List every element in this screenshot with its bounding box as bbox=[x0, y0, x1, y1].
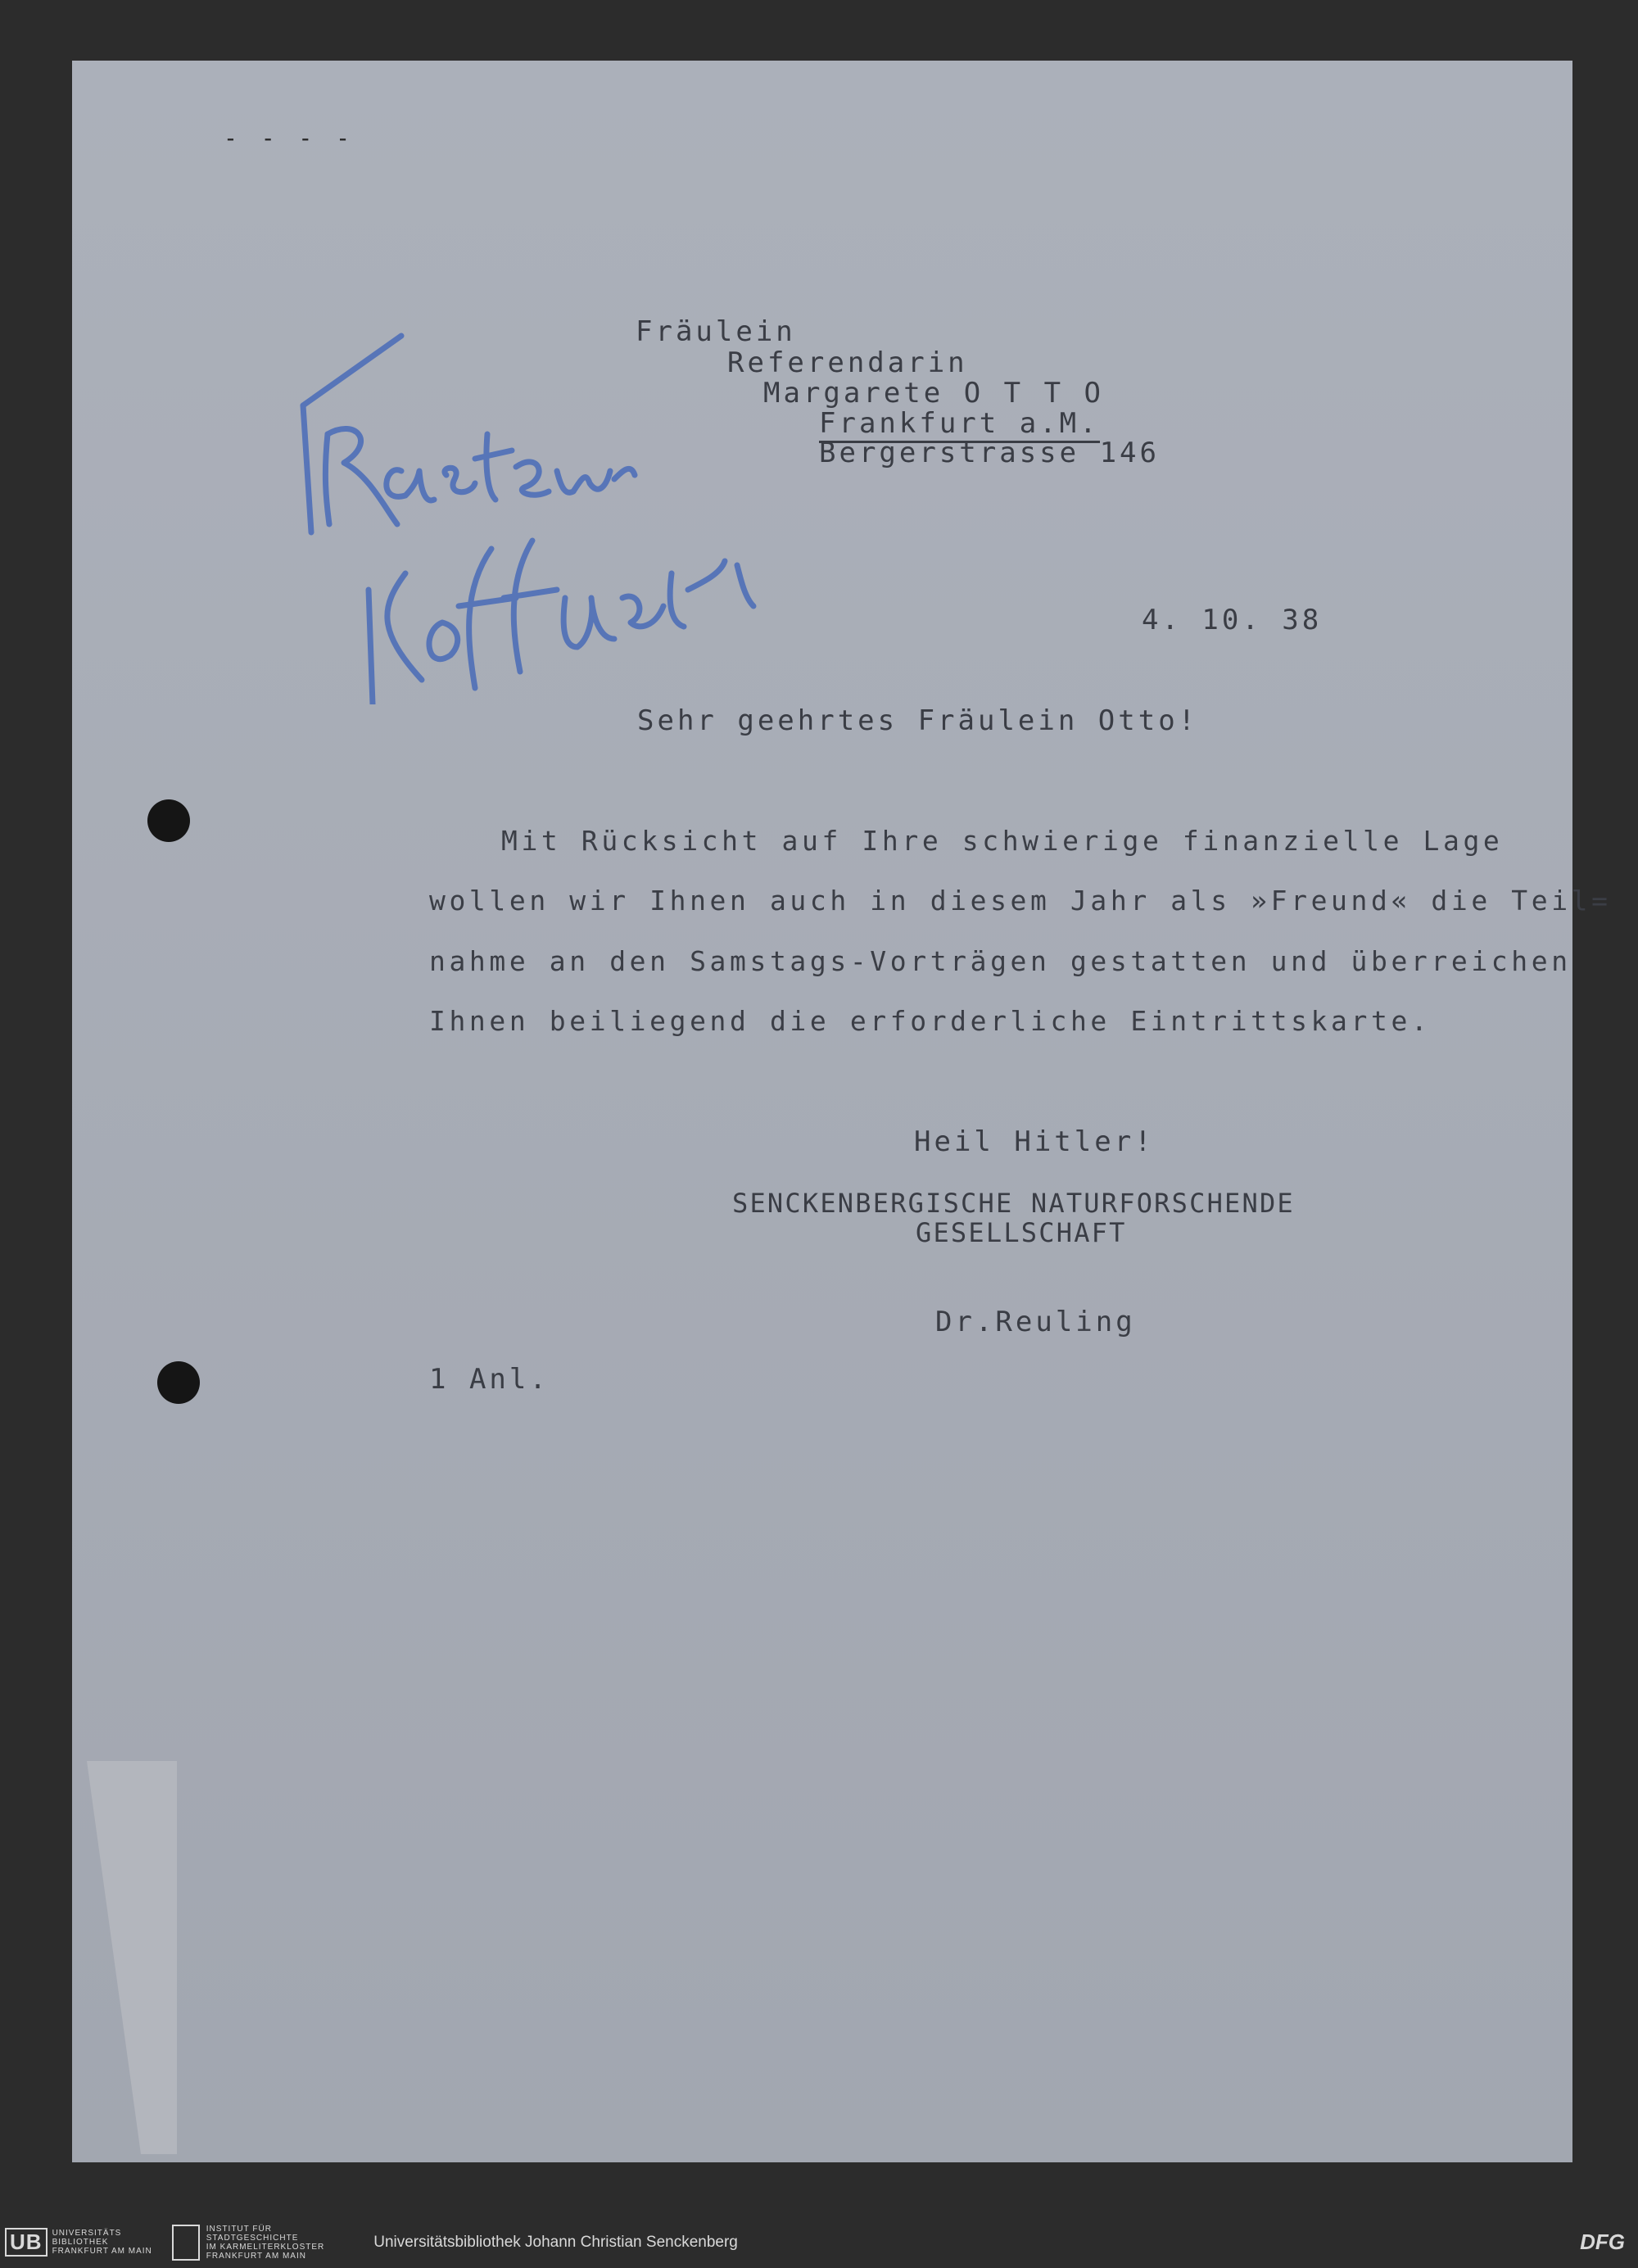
ub-logo-text bbox=[52, 2229, 152, 2256]
addressee-occupation: Referendarin bbox=[727, 346, 968, 379]
organization-name: SENCKENBERGISCHE NATURFORSCHENDE bbox=[732, 1188, 1295, 1219]
institute-logo bbox=[172, 2225, 324, 2261]
body-line-2: wollen wir Ihnen auch in diesem Jahr als »Freund« die Teil= bbox=[429, 885, 1612, 917]
punch-hole-top bbox=[147, 799, 190, 842]
institute-line-1: INSTITUT FÜR bbox=[206, 2224, 272, 2234]
letter-salutation: Sehr geehrtes Fräulein Otto! bbox=[637, 704, 1199, 737]
ub-logo-line-2: BIBLIOTHEK bbox=[52, 2238, 109, 2247]
library-credit: Universitätsbibliothek Johann Christian Senckenberg bbox=[373, 2233, 738, 2251]
archive-footer-bar bbox=[0, 2216, 1638, 2268]
ub-logo-line-3: FRANKFURT AM MAIN bbox=[52, 2247, 152, 2256]
addressee-name: Margarete O T T O bbox=[763, 377, 1104, 410]
handwritten-pencil-note bbox=[278, 328, 786, 704]
ub-logo-line-1: UNIVERSITÄTS bbox=[52, 2229, 122, 2238]
body-line-1: Mit Rücksicht auf Ihre schwierige finanzielle Lage bbox=[501, 825, 1504, 857]
dfg-logo: DFG bbox=[1580, 2230, 1625, 2254]
letter-date: 4. 10. 38 bbox=[1142, 604, 1323, 636]
institute-line-2: STADTGESCHICHTE bbox=[206, 2233, 299, 2243]
letter-closing: Heil Hitler! bbox=[914, 1125, 1155, 1158]
institute-line-4: FRANKFURT AM MAIN bbox=[206, 2251, 306, 2261]
body-line-3: nahme an den Samstags-Vorträgen gestatten und überreichen bbox=[429, 945, 1572, 977]
addressee-salutation-title: Fräulein bbox=[636, 315, 796, 348]
ub-library-logo bbox=[5, 2228, 152, 2257]
enclosure-note: 1 Anl. bbox=[429, 1363, 550, 1396]
addressee-street: Bergerstrasse 146 bbox=[819, 437, 1160, 469]
institute-building-icon bbox=[172, 2225, 200, 2261]
stray-ink-marks: - - - - bbox=[224, 124, 355, 152]
signatory-name: Dr.Reuling bbox=[935, 1306, 1136, 1338]
organization-name-continued: GESELLSCHAFT bbox=[916, 1217, 1127, 1248]
body-line-4: Ihnen beiliegend die erforderliche Eintrittskarte. bbox=[429, 1005, 1432, 1037]
punch-hole-bottom bbox=[157, 1361, 200, 1404]
addressee-city: Frankfurt a.M. bbox=[819, 407, 1100, 443]
institute-line-3: IM KARMELITERKLOSTER bbox=[206, 2242, 325, 2252]
institute-logo-text bbox=[206, 2225, 324, 2261]
ub-mark: UB bbox=[5, 2228, 48, 2257]
